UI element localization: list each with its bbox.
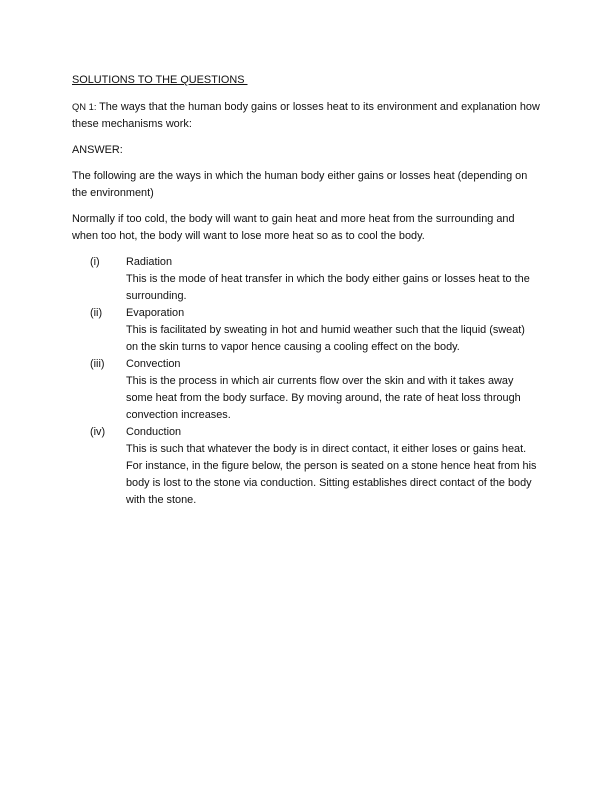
list-item-conduction	[72, 424, 540, 509]
document-page	[72, 72, 540, 509]
list-item-title: Evaporation	[126, 307, 185, 319]
list-item-description: This is such that whatever the body is in direct contact, it either loses or gains heat. For instance, in the figure below, the person is seated on a stone hence heat from his body is lost to the stone via conduction. Sitting establishes direct contact of the body with the stone.	[126, 443, 537, 506]
document-heading: SOLUTIONS TO THE QUESTIONS	[72, 74, 248, 86]
mechanism-list	[72, 254, 540, 509]
intro-paragraph: The following are the ways in which the human body either gains or losses heat (depending on the environment)	[72, 170, 528, 199]
list-item-title: Convection	[126, 358, 181, 370]
list-item-title: Radiation	[126, 256, 173, 268]
list-item-radiation	[72, 254, 540, 305]
question-paragraph	[72, 98, 540, 133]
list-item-number: (iv)	[90, 426, 106, 438]
context-paragraph: Normally if too cold, the body will want to gain heat and more heat from the surrounding and when too hot, the body will want to lose more heat so as to cool the body.	[72, 213, 515, 242]
list-item-convection	[72, 356, 540, 424]
list-item-description: This is facilitated by sweating in hot and humid weather such that the liquid (sweat) on the skin turns to vapor hence causing a cooling effect on the body.	[126, 324, 525, 353]
list-item-description: This is the mode of heat transfer in which the body either gains or losses heat to the surrounding.	[126, 273, 530, 302]
list-item-number: (ii)	[90, 307, 103, 319]
question-text: The ways that the human body gains or losses heat to its environment and explanation how these mechanisms work:	[72, 101, 540, 130]
question-prefix: QN 1:	[72, 101, 100, 112]
answer-label: ANSWER:	[72, 144, 123, 156]
list-item-evaporation	[72, 305, 540, 356]
list-item-number: (i)	[90, 256, 100, 268]
list-item-number: (iii)	[90, 358, 105, 370]
list-item-title: Conduction	[126, 426, 182, 438]
list-item-description: This is the process in which air currents flow over the skin and with it takes away some heat from the body surface. By moving around, the rate of heat loss through convection increases.	[126, 375, 521, 421]
